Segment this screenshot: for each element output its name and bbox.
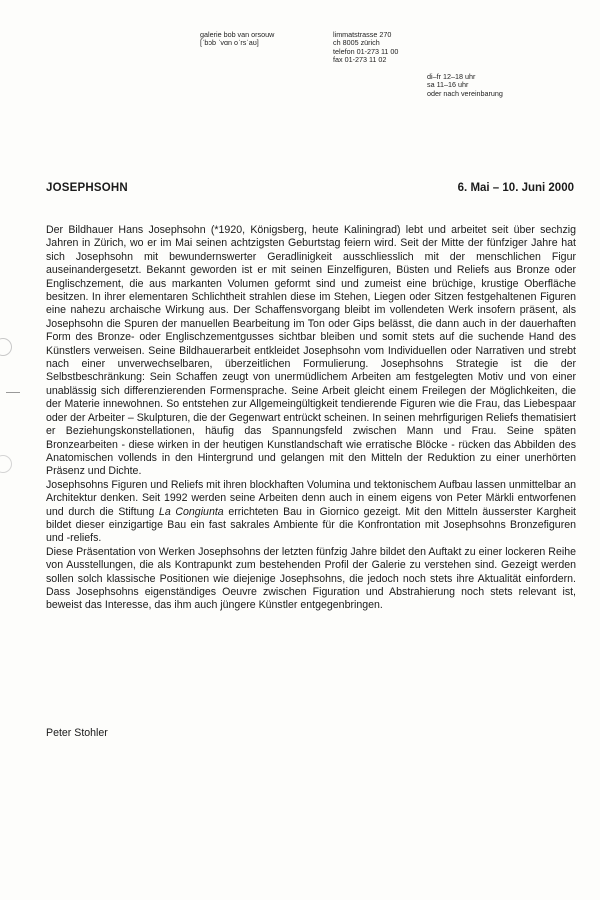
hours-appointment: oder nach vereinbarung [427,88,503,98]
paragraph-2 [46,479,576,546]
address-phone: telefon 01-273 11 00 [333,46,399,56]
address-fax: fax 01-273 11 02 [333,55,387,65]
letterhead-gallery [200,31,274,48]
fold-mark [6,392,20,393]
press-text [46,224,576,613]
punch-hole-mark [0,338,12,356]
gallery-phonetic: [ˈbɔb ˈvɑn oˈrsˈaʊ] [200,38,259,48]
paragraph-2-end: errichteten Bau in Giornico gezeigt. Mit den Mitteln äusserster Kargheit bildet dieser einzigartige Bau ein fast sakrales Ambiente für die Konfrontation mit Josephsohns Bronzefiguren und -reliefs. [46,505,577,545]
address-city: ch 8005 zürich [333,38,380,48]
paragraph-1: Der Bildhauer Hans Josephsohn (*1920, Königsberg, heute Kaliningrad) lebt und arbeitet seit über sechzig Jahren in Zürich, wo er im Mai seinen achtzigsten Geburtstag feiern wird. Seit der Mitte der fünfziger Jahre hat sich Josephsohn mit bewundernswerter Geradlinigkeit ausschliesslich mit der menschlichen Figur auseinandergesetzt. Bekannt geworden ist er mit seinen Einzelfiguren, Büsten und Reliefs aus Bronze oder Englischzement, die aus markanten Volumen geformt sind und zumeist eine brüchige, krustige Oberfläche besitzen. In ihrer elementaren Schlichtheit strahlen diese im Stehen, Liegen oder Sitzen festgehaltenen Figuren eine nahezu archaische Wirkung aus. Der Schaffensvorgang bleibt im vollendeten Werk insofern präsent, als Josephsohn die Spuren der manuellen Bearbeitung im Ton oder Gips belässt, die dann auch in der dauerhaften Form des Bronze- oder Englischzementgusses sichtbar bleiben und somit stets auf die suchende Hand des Künstlers verweisen. Seine Bildhauerarbeit entkleidet Josephsohn vom Individuellen oder Narrativen und strebt nach einer unverwechselbaren, überzeitlichen Formulierung. Josephsohns Strategie ist die der Selbstbeschränkung: Sein Schaffen zeugt von unermüdlichem Arbeiten am festgelegten Motiv und von einer unablässig sich differenzierenden Formensprache. Seine Arbeit gleicht einem Freilegen der Möglichkeiten, die der Materie innewohnen. So entstehen zur Allgemeingültigkeit tendierende Figuren wie die Frau, das Liebespaar oder der Arbeiter – Skulpturen, die der Gegenwart entrückt scheinen. In seinen mehrfigurigen Reliefs thematisiert er Beziehungskonstellationen, häufig das Spannungsfeld zwischen Mann und Frau. Seine späten Bronzearbeiten - diese wirken in der heutigen Kunstlandschaft wie erratische Blöcke - rücken das Abbilden des Anatomischen vollends in den Hintergrund und gelangen mit den Mitteln der Reduktion zu einer unerhörten Präsenz und Dichte. [46,224,576,478]
paragraph-3: Diese Präsentation von Werken Josephsohns der letzten fünfzig Jahre bildet den Auftakt zu einer lockeren Reihe von Ausstellungen, die als Kontrapunkt zum bestehenden Profil der Galerie zu verstehen sind. Gezeigt werden sollen solch klassische Positionen wie diejenige Josephsohns, die jedoch noch stets ihre Aktualität einfordern. Dass Josephsohns eigenständiges Oeuvre zwischen Figuration und Abstrahierung noch stets relevant ist, beweist das Interesse, das ihm auch jüngere Künstler entgegenbringen. [46,545,576,612]
punch-hole-mark-lower [0,455,12,473]
letterhead-address [333,31,398,65]
letterhead-hours [427,73,503,98]
foundation-name: La Congiunta [158,505,224,518]
address-street: limmatstrasse 270 [333,30,392,39]
gallery-name: galerie bob van orsouw [200,30,275,39]
author-signature: Peter Stohler [46,727,108,739]
exhibition-dates: 6. Mai – 10. Juni 2000 [457,182,574,194]
paragraph-2-start: Josephsohns Figuren und Reliefs mit ihren blockhaften Volumina und tektonischem Aufbau lassen unmittelbar an Architektur denken. Seit 1992 werden seine Arbeiten denn auch in einem eigens von Peter Märkli entworfenen und durch die Stiftung [46,478,577,518]
exhibition-title: JOSEPHSOHN [46,182,128,194]
hours-weekday: di–fr 12–18 uhr [427,72,476,81]
hours-saturday: sa 11–16 uhr [427,80,469,90]
